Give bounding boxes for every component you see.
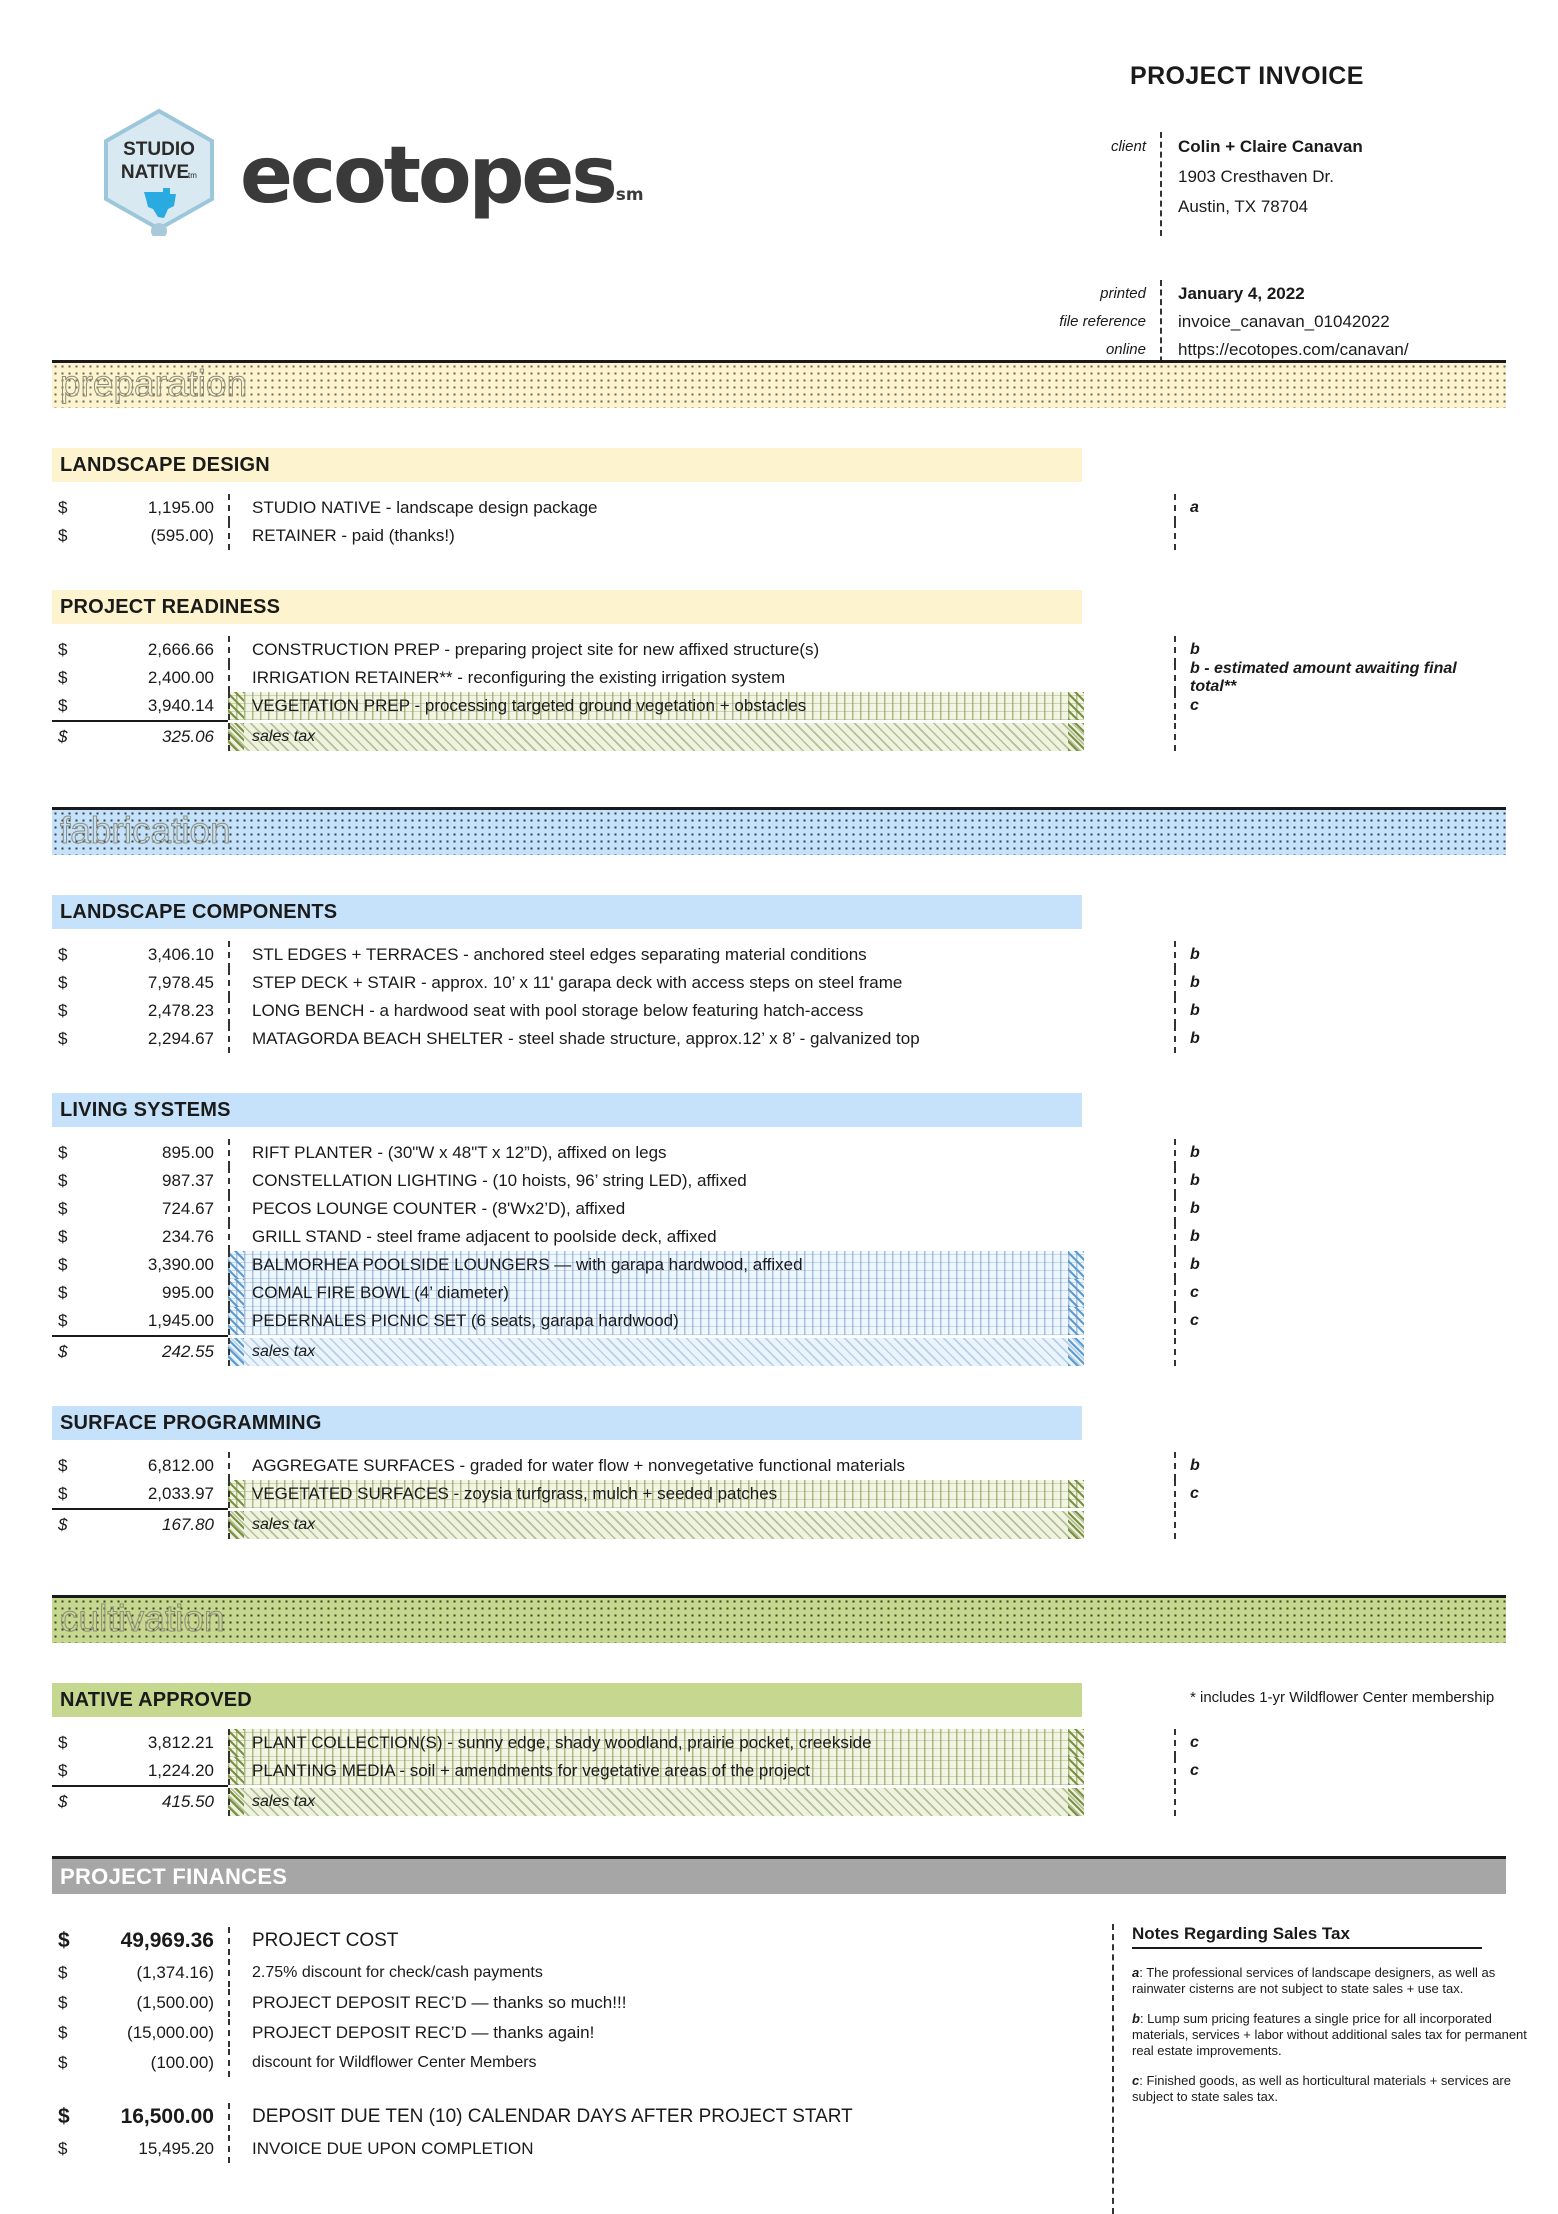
currency-symbol: $ bbox=[58, 668, 68, 687]
line-item-amount: 2,400.00 bbox=[147, 668, 214, 687]
line-item-row bbox=[52, 941, 1506, 969]
currency-symbol: $ bbox=[58, 2023, 68, 2042]
line-item-tax-note: b bbox=[1190, 1228, 1200, 1245]
line-item-description: PECOS LOUNGE COUNTER - (8'Wx2’D), affixed bbox=[252, 1199, 626, 1218]
online-url[interactable]: https://ecotopes.com/canavan/ bbox=[1178, 340, 1409, 359]
note-c: c: Finished goods, as well as horticultural materials + services are subject to state sales tax. bbox=[1132, 2073, 1511, 2104]
line-item-amount: 995.00 bbox=[162, 1283, 214, 1302]
line-item-amount: (595.00) bbox=[150, 526, 214, 545]
note-b: b: Lump sum pricing features a single price for all incorporated materials, services + labor without additional sales tax for permanent real estate improvements. bbox=[1132, 2011, 1527, 2058]
line-item-tax-note: b bbox=[1190, 1172, 1200, 1189]
line-item-amount: 6,812.00 bbox=[147, 1456, 214, 1475]
line-item-row bbox=[52, 997, 1506, 1025]
sales-tax-amount: 242.55 bbox=[162, 1342, 214, 1361]
line-item-amount: 724.67 bbox=[162, 1199, 214, 1218]
group-title: LANDSCAPE COMPONENTS bbox=[52, 895, 1082, 929]
line-item-row bbox=[52, 969, 1506, 997]
studio-native-badge-icon bbox=[100, 108, 218, 236]
line-item-amount: 234.76 bbox=[162, 1227, 214, 1246]
currency-symbol: $ bbox=[58, 727, 68, 746]
currency-symbol: $ bbox=[58, 2139, 68, 2158]
project-finances-title: PROJECT FINANCES bbox=[52, 1856, 1506, 1894]
line-item-row bbox=[52, 692, 1506, 720]
svg-text:NATIVE: NATIVE bbox=[120, 162, 190, 183]
line-item-tax-note: b bbox=[1190, 974, 1200, 991]
line-item-description: MATAGORDA BEACH SHELTER - steel shade structure, approx.12’ x 8’ - galvanized top bbox=[252, 1029, 920, 1048]
group-rows bbox=[52, 1717, 1506, 1816]
line-item-row bbox=[52, 1139, 1506, 1167]
line-item-amount: 2,666.66 bbox=[147, 640, 214, 659]
group-rows bbox=[52, 482, 1506, 550]
finance-amount: (1,374.16) bbox=[136, 1963, 214, 1982]
line-item-tax-note: b bbox=[1190, 946, 1200, 963]
line-item-amount: 2,478.23 bbox=[147, 1001, 214, 1020]
note-key: b bbox=[1132, 2011, 1140, 2026]
group-rows bbox=[52, 929, 1506, 1053]
column-divider bbox=[1174, 723, 1176, 751]
line-item-row bbox=[52, 660, 1506, 695]
finance-description: 2.75% discount for check/cash payments bbox=[252, 1964, 543, 1981]
line-item-tax-note: b - estimated amount awaiting final total** bbox=[1190, 660, 1457, 695]
line-item-tax-note: b bbox=[1190, 1200, 1200, 1217]
line-item-tax-note: b bbox=[1190, 1457, 1200, 1474]
section-band-label: preparation bbox=[60, 363, 248, 404]
finance-description: DEPOSIT DUE TEN (10) CALENDAR DAYS AFTER PROJECT START bbox=[252, 2106, 853, 2127]
finance-row bbox=[52, 1988, 1082, 2018]
document-info-block bbox=[1000, 280, 1409, 372]
finance-row bbox=[52, 1924, 1082, 1958]
doc-values bbox=[1162, 280, 1409, 364]
group-title: SURFACE PROGRAMMING bbox=[52, 1406, 1082, 1440]
line-group bbox=[52, 1406, 1506, 1539]
currency-symbol: $ bbox=[58, 2105, 70, 2128]
line-item-description: STUDIO NATIVE - landscape design package bbox=[252, 498, 598, 517]
file-reference-label: file reference bbox=[1059, 313, 1146, 330]
note-a: a: The professional services of landscape designers, as well as rainwater cisterns are not subject to state sales + use tax. bbox=[1132, 1965, 1496, 1996]
currency-symbol: $ bbox=[58, 640, 68, 659]
ecotopes-wordmark: ecotopessm bbox=[240, 131, 644, 221]
currency-symbol: $ bbox=[58, 1143, 68, 1162]
currency-symbol: $ bbox=[58, 1761, 68, 1780]
invoice-body bbox=[0, 360, 1558, 2164]
finance-row bbox=[52, 2134, 1082, 2164]
svg-text:STUDIO: STUDIO bbox=[123, 139, 195, 160]
line-item-row bbox=[52, 1195, 1506, 1223]
currency-symbol: $ bbox=[58, 1792, 68, 1811]
currency-symbol: $ bbox=[58, 1227, 68, 1246]
finance-amount: 15,495.20 bbox=[138, 2139, 214, 2158]
column-divider bbox=[1174, 1511, 1176, 1539]
currency-symbol: $ bbox=[58, 1029, 68, 1048]
line-group bbox=[52, 1683, 1506, 1816]
line-item-tax-note: c bbox=[1190, 1762, 1199, 1779]
sales-tax-row bbox=[52, 1788, 1506, 1816]
line-item-description: GRILL STAND - steel frame adjacent to poolside deck, affixed bbox=[252, 1227, 717, 1246]
line-item-amount: 3,940.14 bbox=[147, 696, 214, 715]
line-item-description: RIFT PLANTER - (30"W x 48"T x 12”D), affixed on legs bbox=[252, 1143, 667, 1162]
finance-row bbox=[52, 2018, 1082, 2048]
client-name: Colin + Claire Canavan bbox=[1178, 137, 1363, 156]
notes-title: Notes Regarding Sales Tax bbox=[1132, 1924, 1482, 1949]
currency-symbol: $ bbox=[58, 1515, 68, 1534]
project-finances bbox=[52, 1894, 1527, 2164]
sales-tax-label: sales tax bbox=[252, 1793, 316, 1810]
currency-symbol: $ bbox=[58, 1311, 68, 1330]
section-band-preparation bbox=[52, 360, 1506, 408]
group-header-note: * includes 1-yr Wildflower Center membership bbox=[1190, 1689, 1495, 1706]
line-item-description: IRRIGATION RETAINER** - reconfiguring the existing irrigation system bbox=[252, 668, 786, 687]
currency-symbol: $ bbox=[58, 1001, 68, 1020]
doc-labels bbox=[1000, 280, 1160, 364]
currency-symbol: $ bbox=[58, 1929, 70, 1952]
finance-description: PROJECT DEPOSIT REC’D — thanks again! bbox=[252, 2023, 595, 2042]
line-item-amount: 895.00 bbox=[162, 1143, 214, 1162]
group-title: LIVING SYSTEMS bbox=[52, 1093, 1082, 1127]
sales-tax-notes bbox=[1112, 1924, 1532, 2214]
svg-text:tm: tm bbox=[188, 171, 197, 180]
group-rows bbox=[52, 1440, 1506, 1539]
line-item-description: CONSTELLATION LIGHTING - (10 hoists, 96’ string LED), affixed bbox=[252, 1171, 747, 1190]
finance-description: PROJECT DEPOSIT REC’D — thanks so much!!! bbox=[252, 1993, 627, 2012]
client-street: 1903 Cresthaven Dr. bbox=[1178, 167, 1334, 186]
line-item-tax-note: c bbox=[1190, 1312, 1199, 1329]
currency-symbol: $ bbox=[58, 2053, 68, 2072]
client-labels bbox=[1000, 132, 1160, 222]
online-label: online bbox=[1105, 341, 1146, 358]
line-item-amount: 1,945.00 bbox=[147, 1311, 214, 1330]
line-item-description: AGGREGATE SURFACES - graded for water flow + nonvegetative functional materials bbox=[252, 1456, 906, 1475]
line-item-row bbox=[52, 494, 1506, 522]
finance-row bbox=[52, 1958, 1082, 1988]
sales-tax-amount: 325.06 bbox=[162, 727, 214, 746]
printed-label: printed bbox=[1100, 285, 1146, 302]
line-item-amount: 1,195.00 bbox=[147, 498, 214, 517]
line-item-tax-note: b bbox=[1190, 641, 1200, 658]
line-group bbox=[52, 1093, 1506, 1366]
finance-description: INVOICE DUE UPON COMPLETION bbox=[252, 2139, 534, 2158]
line-item-amount: 2,294.67 bbox=[147, 1029, 214, 1048]
line-group bbox=[52, 448, 1506, 550]
line-item-row bbox=[52, 1025, 1506, 1053]
finance-amount: (1,500.00) bbox=[136, 1993, 214, 2012]
line-item-amount: 3,390.00 bbox=[147, 1255, 214, 1274]
finance-row bbox=[52, 2100, 1082, 2134]
line-item-amount: 3,812.21 bbox=[147, 1733, 214, 1752]
currency-symbol: $ bbox=[58, 1283, 68, 1302]
note-key: a bbox=[1132, 1965, 1140, 1980]
client-info-block bbox=[1000, 132, 1363, 236]
line-item-row bbox=[52, 1167, 1506, 1195]
line-item-amount: 3,406.10 bbox=[147, 945, 214, 964]
currency-symbol: $ bbox=[58, 1993, 68, 2012]
line-item-description: STEP DECK + STAIR - approx. 10’ x 11' garapa deck with access steps on steel frame bbox=[252, 973, 903, 992]
line-item-row bbox=[52, 1729, 1506, 1757]
line-item-tax-note: b bbox=[1190, 1144, 1200, 1161]
line-item-tax-note: c bbox=[1190, 1284, 1199, 1301]
line-item-tax-note: c bbox=[1190, 1485, 1199, 1502]
sales-tax-row bbox=[52, 1338, 1506, 1366]
note-key: c bbox=[1132, 2073, 1140, 2088]
group-rows bbox=[52, 1127, 1506, 1366]
line-item-amount: 7,978.45 bbox=[147, 973, 214, 992]
finance-row bbox=[52, 2048, 1082, 2078]
group-title: LANDSCAPE DESIGN bbox=[52, 448, 1082, 482]
line-item-amount: 2,033.97 bbox=[147, 1484, 214, 1503]
line-item-amount: 987.37 bbox=[162, 1171, 214, 1190]
section-band-fabrication bbox=[52, 807, 1506, 855]
line-item-tax-note: b bbox=[1190, 1256, 1200, 1273]
line-item-tax-note: b bbox=[1190, 1030, 1200, 1047]
line-item-row bbox=[52, 1307, 1506, 1335]
invoice-header bbox=[0, 0, 1558, 360]
sales-tax-amount: 415.50 bbox=[162, 1792, 214, 1811]
section-band-label: fabrication bbox=[60, 810, 231, 851]
currency-symbol: $ bbox=[58, 1171, 68, 1190]
currency-symbol: $ bbox=[58, 945, 68, 964]
finance-amount: 49,969.36 bbox=[120, 1929, 214, 1952]
column-divider bbox=[1174, 522, 1176, 550]
client-label: client bbox=[1110, 138, 1146, 155]
line-item-row bbox=[52, 1452, 1506, 1480]
line-item-row bbox=[52, 1279, 1506, 1307]
line-item-row bbox=[52, 1480, 1506, 1508]
finance-amount: (15,000.00) bbox=[127, 2023, 214, 2042]
currency-symbol: $ bbox=[58, 1733, 68, 1752]
file-reference-value: invoice_canavan_01042022 bbox=[1178, 312, 1390, 331]
currency-symbol: $ bbox=[58, 1484, 68, 1503]
finance-description: discount for Wildflower Center Members bbox=[252, 2054, 537, 2071]
currency-symbol: $ bbox=[58, 498, 68, 517]
finance-rows bbox=[52, 1894, 1082, 2164]
currency-symbol: $ bbox=[58, 1963, 68, 1982]
line-item-amount: 1,224.20 bbox=[147, 1761, 214, 1780]
line-group bbox=[52, 590, 1506, 751]
line-item-description: RETAINER - paid (thanks!) bbox=[252, 526, 455, 545]
sales-tax-label: sales tax bbox=[252, 1343, 316, 1360]
line-item-row bbox=[52, 1757, 1506, 1785]
currency-symbol: $ bbox=[58, 973, 68, 992]
sales-tax-amount: 167.80 bbox=[162, 1515, 214, 1534]
column-divider bbox=[1174, 1338, 1176, 1366]
finance-amount: (100.00) bbox=[150, 2053, 214, 2072]
currency-symbol: $ bbox=[58, 1456, 68, 1475]
sales-tax-row bbox=[52, 1511, 1506, 1539]
currency-symbol: $ bbox=[58, 526, 68, 545]
line-item-description: COMAL FIRE BOWL (4’ diameter) bbox=[252, 1283, 509, 1302]
line-item-row bbox=[52, 522, 1506, 550]
line-item-tax-note: c bbox=[1190, 697, 1199, 714]
currency-symbol: $ bbox=[58, 1255, 68, 1274]
page-title: PROJECT INVOICE bbox=[1130, 62, 1364, 90]
line-item-tax-note: c bbox=[1190, 1734, 1199, 1751]
line-item-description: VEGETATION PREP - processing targeted ground vegetation + obstacles bbox=[252, 696, 807, 715]
printed-date: January 4, 2022 bbox=[1178, 284, 1305, 303]
line-item-description: PLANTING MEDIA - soil + amendments for vegetative areas of the project bbox=[252, 1761, 810, 1780]
section-band-label: cultivation bbox=[60, 1598, 225, 1639]
line-item-tax-note: a bbox=[1190, 499, 1199, 516]
client-values bbox=[1162, 132, 1363, 222]
client-city-state-zip: Austin, TX 78704 bbox=[1178, 197, 1309, 216]
line-item-description: PEDERNALES PICNIC SET (6 seats, garapa hardwood) bbox=[252, 1311, 679, 1330]
line-item-description: VEGETATED SURFACES - zoysia turfgrass, mulch + seeded patches bbox=[252, 1484, 778, 1503]
column-divider bbox=[1174, 1788, 1176, 1816]
line-item-row bbox=[52, 1251, 1506, 1279]
section-band-cultivation bbox=[52, 1595, 1506, 1643]
brand-logo bbox=[100, 108, 643, 236]
group-title: NATIVE APPROVED bbox=[52, 1683, 1082, 1717]
currency-symbol: $ bbox=[58, 696, 68, 715]
currency-symbol: $ bbox=[58, 1199, 68, 1218]
line-item-description: BALMORHEA POOLSIDE LOUNGERS — with garapa hardwood, affixed bbox=[252, 1255, 803, 1274]
group-title: PROJECT READINESS bbox=[52, 590, 1082, 624]
finance-description: PROJECT COST bbox=[252, 1930, 399, 1951]
sales-tax-row bbox=[52, 723, 1506, 751]
line-item-description: STL EDGES + TERRACES - anchored steel edges separating material conditions bbox=[252, 945, 867, 964]
line-item-description: LONG BENCH - a hardwood seat with pool storage below featuring hatch-access bbox=[252, 1001, 864, 1020]
group-rows bbox=[52, 624, 1506, 751]
sales-tax-label: sales tax bbox=[252, 728, 316, 745]
line-group bbox=[52, 895, 1506, 1053]
finance-amount: 16,500.00 bbox=[120, 2105, 214, 2128]
line-item-description: PLANT COLLECTION(S) - sunny edge, shady woodland, prairie pocket, creekside bbox=[252, 1733, 872, 1752]
line-item-tax-note: b bbox=[1190, 1002, 1200, 1019]
line-item-row bbox=[52, 1223, 1506, 1251]
currency-symbol: $ bbox=[58, 1342, 68, 1361]
servicemark-glyph: sm bbox=[615, 185, 644, 205]
sales-tax-label: sales tax bbox=[252, 1516, 316, 1533]
line-item-description: CONSTRUCTION PREP - preparing project site for new affixed structure(s) bbox=[252, 640, 820, 659]
